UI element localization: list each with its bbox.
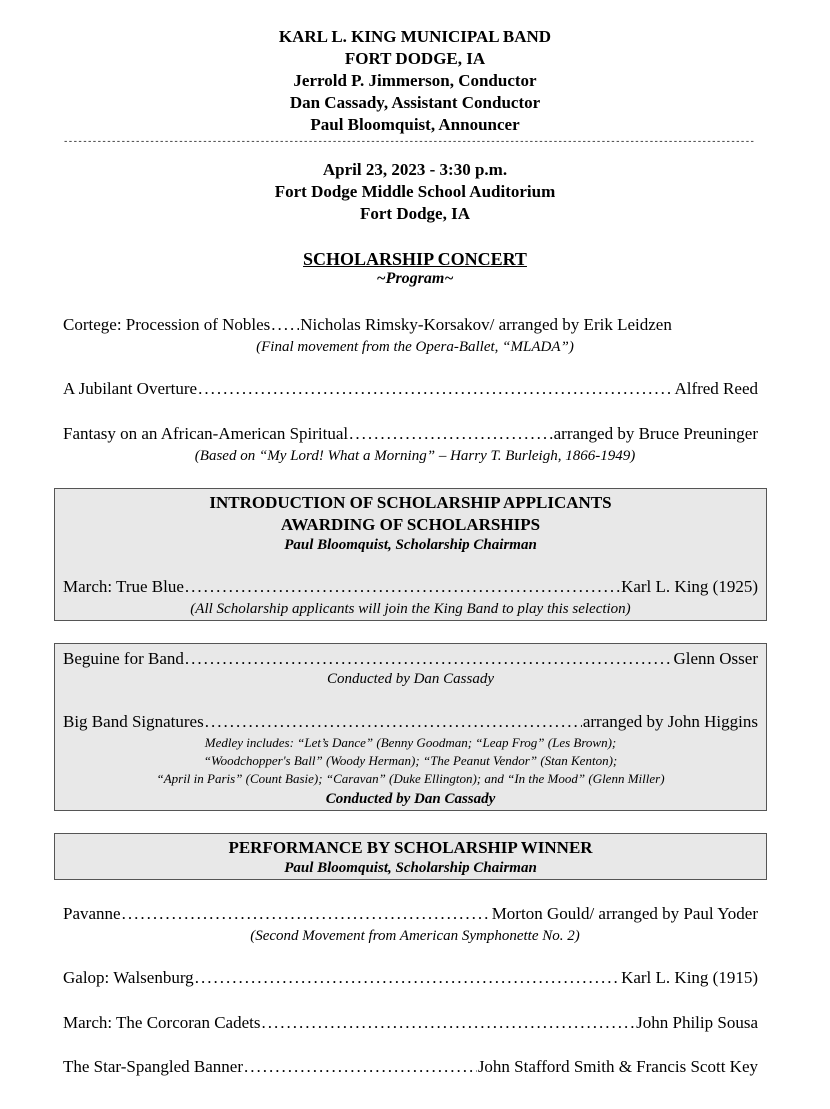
band-location: FORT DODGE, IA [344,49,486,68]
piece-title: Fantasy on an African-American Spiritual [63,424,349,443]
medley-line: Medley includes: “Let’s Dance” (Benny Goodman; “Leap Frog” (Les Brown); [204,735,617,750]
piece-credit: arranged by Bruce Preuninger [553,424,758,443]
conductor: Jerrold P. Jimmerson, Conductor [293,71,537,90]
program-item [63,903,758,925]
leader-dots [261,1012,635,1034]
concert-subtitle: ~Program~ [376,270,454,287]
program-item [63,1012,758,1034]
piece-title: Beguine for Band [63,649,184,668]
box-heading: AWARDING OF SCHOLARSHIPS [280,515,541,534]
piece-note: (Second Movement from American Symphonette No. 2) [250,928,580,944]
event-venue: Fort Dodge Middle School Auditorium [274,182,556,201]
piece-title: A Jubilant Overture [63,379,198,398]
program-item [63,648,758,670]
cassady-box [54,643,767,811]
piece-title: The Star-Spangled Banner [63,1057,243,1076]
program-item [63,314,758,336]
box-chairman: Paul Bloomquist, Scholarship Chairman [284,860,537,876]
event-date: April 23, 2023 - 3:30 p.m. [322,160,508,179]
piece-credit: John Stafford Smith & Francis Scott Key [477,1057,758,1076]
piece-title: Cortege: Procession of Nobles [63,315,271,334]
piece-note: (All Scholarship applicants will join the King Band to play this selection) [190,601,631,617]
divider: ------------------------------------------------------------------------------------------------------------------------------------------------ [63,137,755,147]
event-city: Fort Dodge, IA [359,204,470,223]
medley-line: “April in Paris” (Count Basie); “Caravan” (Duke Ellington); and “In the Mood” (Glenn Miller) [156,771,665,786]
assistant-conductor: Dan Cassady, Assistant Conductor [289,93,541,112]
piece-credit: Morton Gould/ arranged by Paul Yoder [491,904,758,923]
program-item [63,576,758,598]
box-chairman: Paul Bloomquist, Scholarship Chairman [284,537,537,553]
conducted-by: Conducted by Dan Cassady [326,671,495,687]
leader-dots [271,314,299,336]
leader-dots [349,423,552,445]
leader-dots [122,903,491,925]
piece-credit: Alfred Reed [674,379,758,398]
leader-dots [195,967,620,989]
piece-note: (Based on “My Lord! What a Morning” – Harry T. Burleigh, 1866-1949) [194,448,636,464]
leader-dots [205,711,582,733]
scholarship-applicants-box [54,488,767,621]
scholarship-winner-box [54,833,767,880]
box-heading: INTRODUCTION OF SCHOLARSHIP APPLICANTS [209,493,612,512]
leader-dots [185,576,620,598]
piece-credit: Karl L. King (1915) [621,968,758,987]
piece-credit: Nicholas Rimsky-Korsakov/ arranged by Erik Leidzen [300,315,672,334]
leader-dots [244,1056,477,1078]
piece-title: March: The Corcoran Cadets [63,1013,261,1032]
leader-dots [185,648,673,670]
concert-title: SCHOLARSHIP CONCERT [303,249,527,269]
piece-credit: Karl L. King (1925) [621,577,758,596]
piece-credit: John Philip Sousa [636,1013,758,1032]
piece-title: Pavanne [63,904,121,923]
conducted-by: Conducted by Dan Cassady [325,791,496,807]
piece-credit: arranged by John Higgins [582,712,758,731]
announcer: Paul Bloomquist, Announcer [310,115,520,134]
piece-title: March: True Blue [63,577,184,596]
piece-title: Galop: Walsenburg [63,968,194,987]
program-item [63,967,758,989]
program-item [63,711,758,733]
program-item [63,423,758,445]
medley-line: “Woodchopper's Ball” (Woody Herman); “The Peanut Vendor” (Stan Kenton); [203,753,618,768]
piece-note: (Final movement from the Opera-Ballet, “MLADA”) [256,339,574,355]
program-item [63,378,758,400]
program-item [63,1056,758,1078]
piece-credit: Glenn Osser [673,649,758,668]
piece-title: Big Band Signatures [63,712,204,731]
box-heading: PERFORMANCE BY SCHOLARSHIP WINNER [228,838,593,857]
leader-dots [198,378,673,400]
band-name: KARL L. KING MUNICIPAL BAND [278,27,552,46]
